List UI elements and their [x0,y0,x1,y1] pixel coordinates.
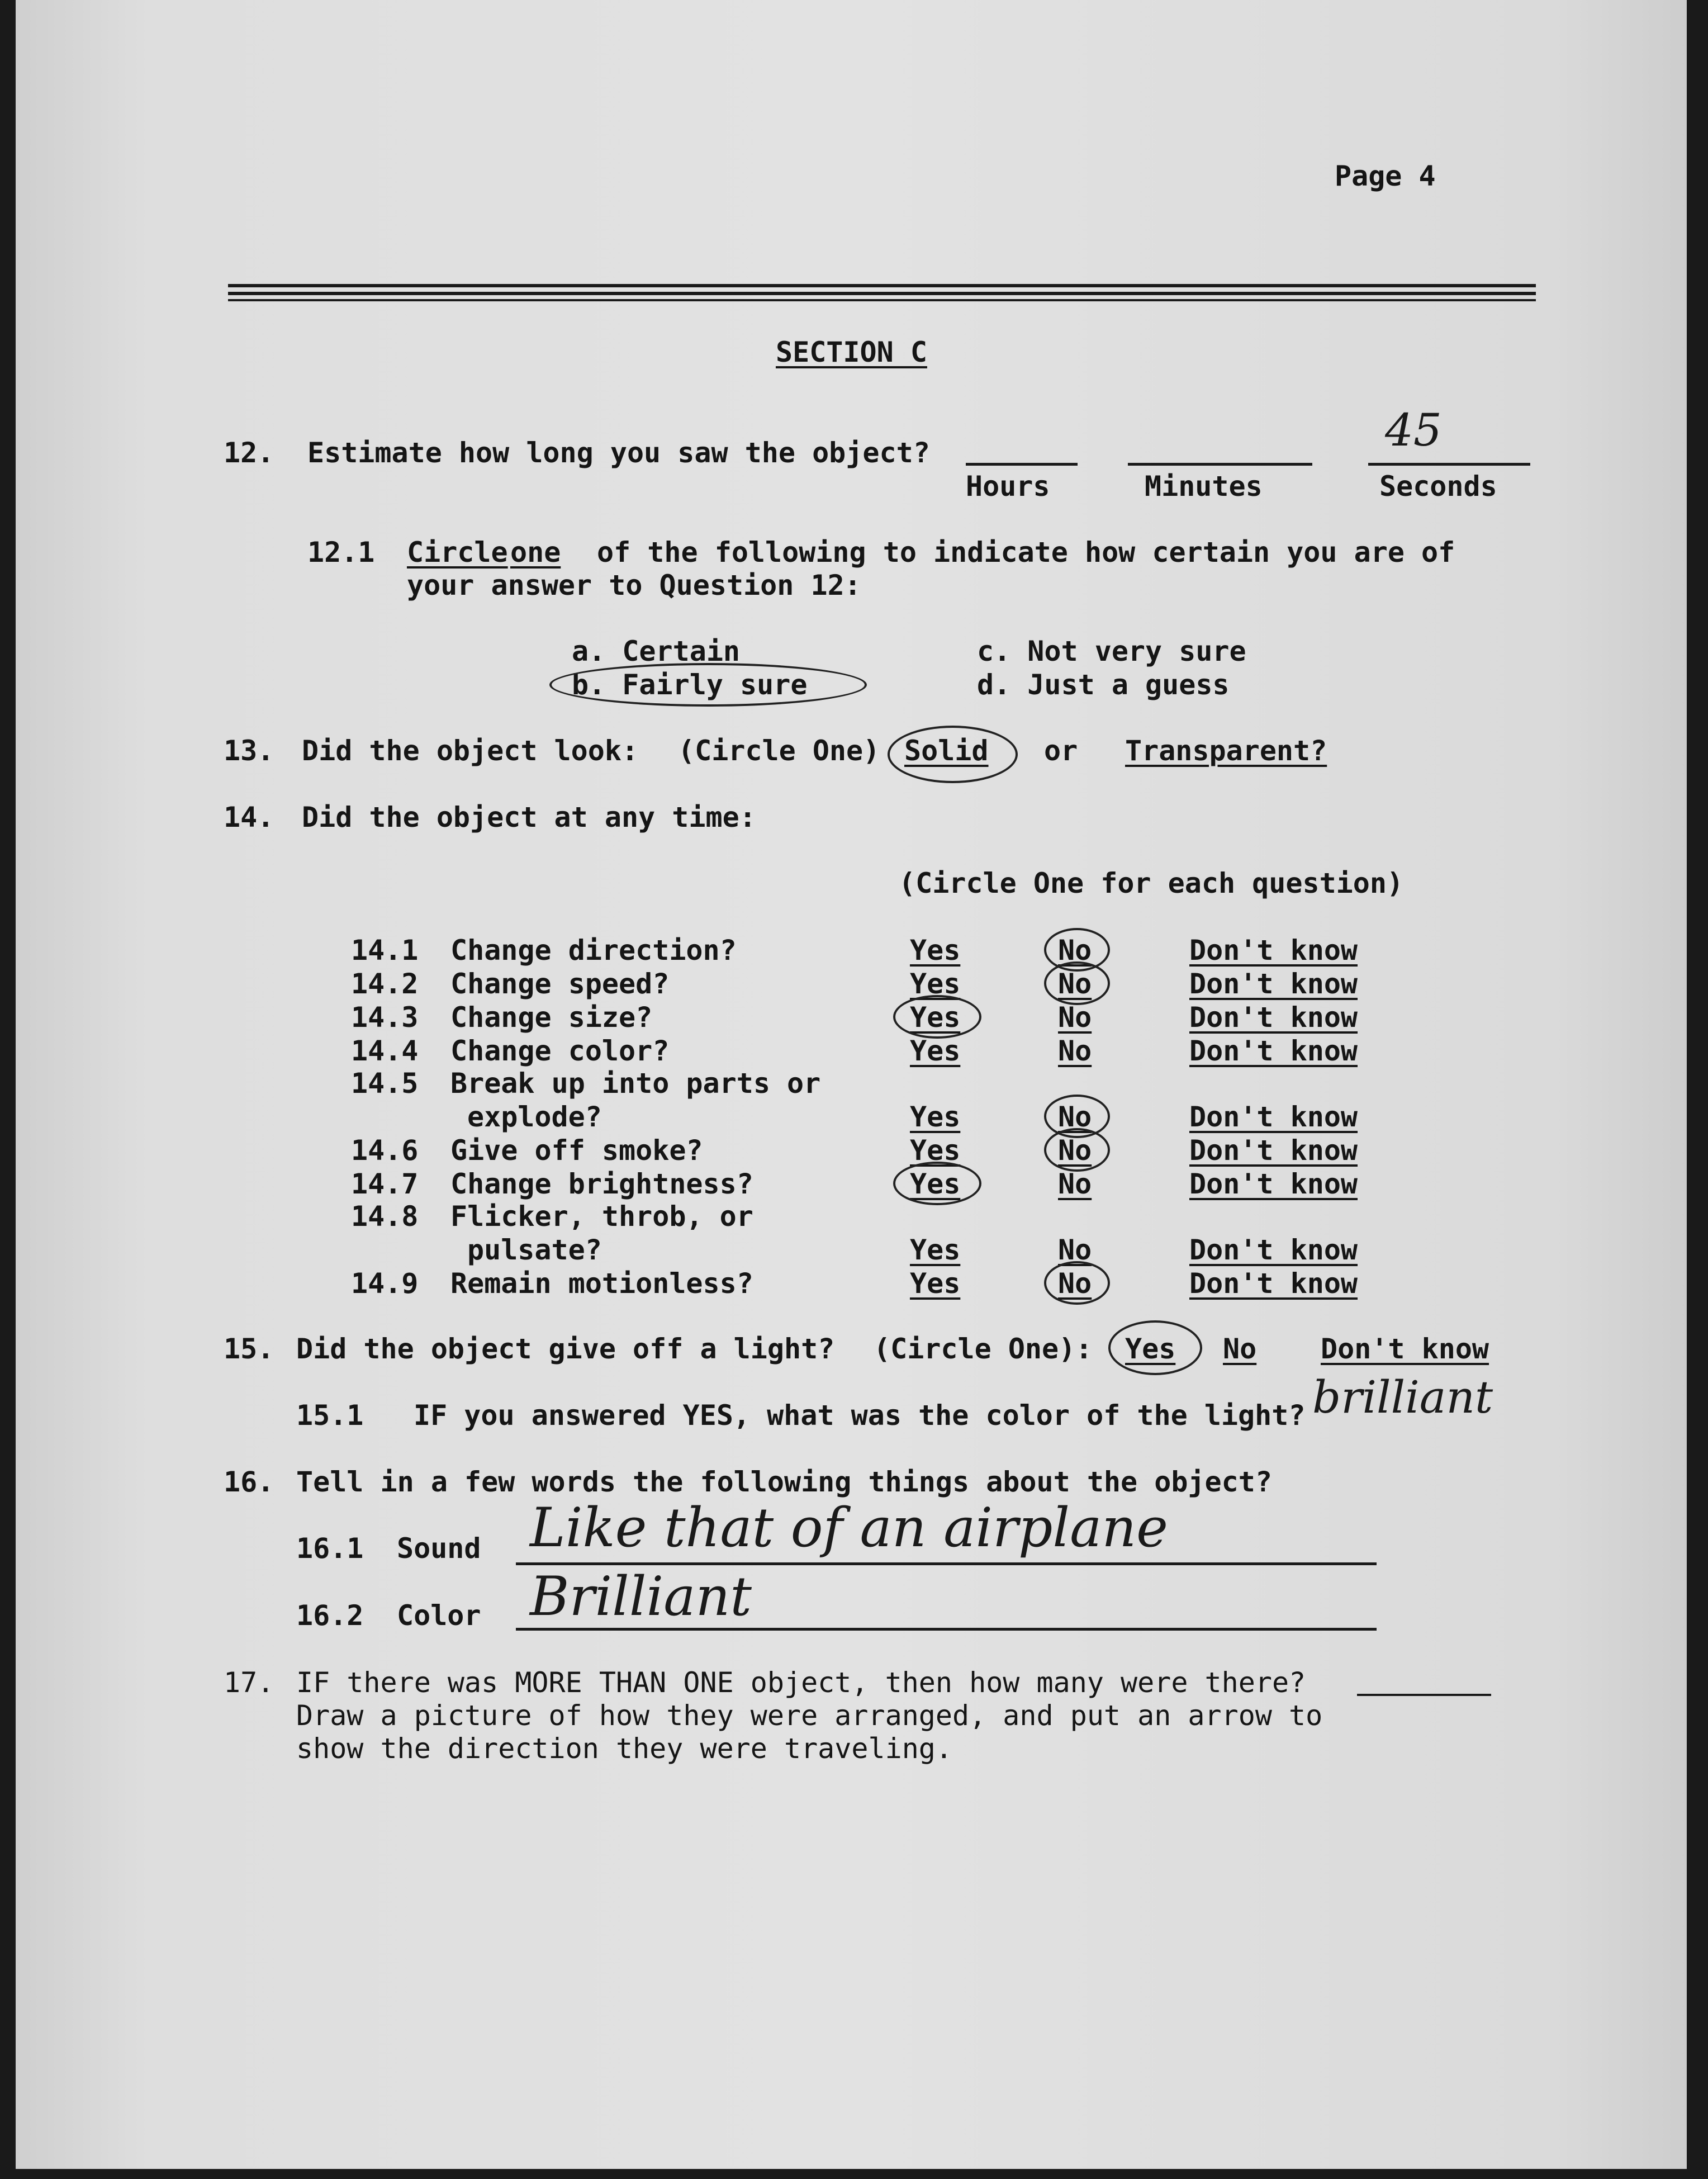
q14-3-no: No [1058,1001,1092,1034]
q12-1-circle-word: Circle [407,536,508,569]
q14-9-number: 14.9 [351,1267,419,1300]
q13-text: Did the object look: [302,735,639,767]
q14-9-text: Remain motionless? [450,1267,753,1300]
q14-1-yes: Yes [910,934,961,967]
top-rule [228,284,1536,287]
q13-instruction: (Circle One) [678,735,880,767]
q13-or: or [1044,735,1078,767]
q12-1-line2: your answer to Question 12: [407,569,861,601]
q14-9-yes: Yes [910,1267,961,1300]
q14-4-number: 14.4 [351,1035,419,1067]
q14-text: Did the object at any time: [302,801,756,833]
q14-6-yes: Yes [910,1134,961,1167]
q12-1-number: 12.1 [307,536,375,569]
minutes-blank [1128,463,1312,466]
q14-3-dontknow: Don't know [1189,1001,1358,1034]
q15-yes: Yes [1125,1333,1176,1365]
q14-1-text: Change direction? [450,934,737,967]
page-number: Page 4 [1335,160,1436,192]
q12-1-one-word: one [510,536,561,569]
minutes-label: Minutes [1145,470,1263,503]
q16-2-number: 16.2 [296,1599,364,1632]
q14-4-no: No [1058,1035,1092,1067]
q14-7-text: Change brightness? [450,1168,753,1200]
q14-6-dontknow: Don't know [1189,1134,1358,1167]
q13-number: 13. [224,735,274,767]
q15-text: Did the object give off a light? [296,1333,835,1365]
q14-6-no: No [1058,1134,1092,1167]
q14-9-dontknow: Don't know [1189,1267,1358,1300]
q14-8-number: 14.8 [351,1200,419,1233]
hours-label: Hours [966,470,1050,503]
option-b-circle-mark [549,663,867,707]
q14-7-dontknow: Don't know [1189,1168,1358,1200]
q14-6-text: Give off smoke? [450,1134,703,1167]
q17-line1: IF there was MORE THAN ONE object, then how many were there? [296,1666,1306,1699]
seconds-answer: 45 [1385,404,1442,456]
q14-instruction: (Circle One for each question) [899,867,1404,899]
q14-2-number: 14.2 [351,968,419,1000]
q12-text: Estimate how long you saw the object? [307,437,930,469]
seconds-label: Seconds [1379,470,1497,503]
q14-4-dontknow: Don't know [1189,1035,1358,1067]
seconds-blank [1368,463,1530,466]
q15-1-number: 15.1 [296,1399,364,1432]
q14-7-yes: Yes [910,1168,961,1200]
q14-2-no-circle-mark [1044,961,1110,1005]
q14-7-number: 14.7 [351,1168,419,1200]
q15-instruction: (Circle One): [874,1333,1093,1365]
q14-5-dontknow: Don't know [1189,1101,1358,1133]
q14-3-yes-circle-mark [893,995,981,1039]
q17-line3: show the direction they were traveling. [296,1732,952,1765]
top-rule-2 [228,292,1536,295]
option-b: b. Fairly sure [572,669,808,701]
q14-8-no: No [1058,1234,1092,1266]
color-answer-line [516,1628,1377,1631]
q16-1-answer: Like that of an airplane [530,1496,1168,1559]
q14-5-yes: Yes [910,1101,961,1133]
q14-3-number: 14.3 [351,1001,419,1034]
q14-8-text-cont: pulsate? [467,1234,602,1266]
q14-5-no: No [1058,1101,1092,1133]
top-rule-3 [228,299,1536,301]
q14-4-yes: Yes [910,1035,961,1067]
q14-6-number: 14.6 [351,1134,419,1167]
solid-circle-mark [888,726,1018,783]
form-page [16,0,1687,2169]
q15-yes-circle-mark [1108,1320,1202,1375]
q14-3-text: Change size? [450,1001,653,1034]
q14-7-no: No [1058,1168,1092,1200]
q17-line2: Draw a picture of how they were arranged, and put an arrow to [296,1699,1323,1732]
q16-1-number: 16.1 [296,1532,364,1565]
q12-1-line1: of the following to indicate how certain you are of [597,536,1455,569]
q12-number: 12. [224,437,274,469]
q17-count-blank [1357,1694,1491,1696]
q17-number: 17. [224,1666,274,1699]
q14-8-yes: Yes [910,1234,961,1266]
option-d: d. Just a guess [977,669,1230,701]
q14-8-text: Flicker, throb, or [450,1200,753,1233]
q14-5-text-cont: explode? [467,1101,602,1133]
q14-5-text: Break up into parts or [450,1067,821,1100]
q14-2-text: Change speed? [450,968,670,1000]
q15-dontknow: Don't know [1321,1333,1489,1365]
option-c: c. Not very sure [977,635,1246,667]
q16-text: Tell in a few words the following things about the object? [296,1466,1272,1498]
q16-1-label: Sound [397,1532,481,1565]
hours-blank [966,463,1078,466]
q15-1-answer: brilliant [1312,1371,1493,1423]
q14-3-yes: Yes [910,1001,961,1034]
q15-number: 15. [224,1333,274,1365]
q14-9-no: No [1058,1267,1092,1300]
q14-4-text: Change color? [450,1035,670,1067]
q13-solid: Solid [904,735,989,767]
q14-8-dontknow: Don't know [1189,1234,1358,1266]
q15-no: No [1223,1333,1257,1365]
q14-1-no: No [1058,934,1092,967]
q16-2-answer: Brilliant [530,1565,752,1628]
q16-number: 16. [224,1466,274,1498]
q15-1-text: IF you answered YES, what was the color of the light? [414,1399,1306,1432]
q14-2-no: No [1058,968,1092,1000]
q13-transparent: Transparent? [1125,735,1327,767]
option-a: a. Certain [572,635,741,667]
section-title: SECTION C [776,336,927,368]
q14-1-dontknow: Don't know [1189,934,1358,967]
q14-2-yes: Yes [910,968,961,1000]
q14-2-dontknow: Don't know [1189,968,1358,1000]
q14-1-number: 14.1 [351,934,419,967]
q16-2-label: Color [397,1599,481,1632]
q14-number: 14. [224,801,274,833]
q14-7-yes-circle-mark [893,1162,981,1205]
q14-9-no-circle-mark [1044,1261,1110,1305]
q14-5-number: 14.5 [351,1067,419,1100]
q14-6-no-circle-mark [1044,1128,1110,1172]
